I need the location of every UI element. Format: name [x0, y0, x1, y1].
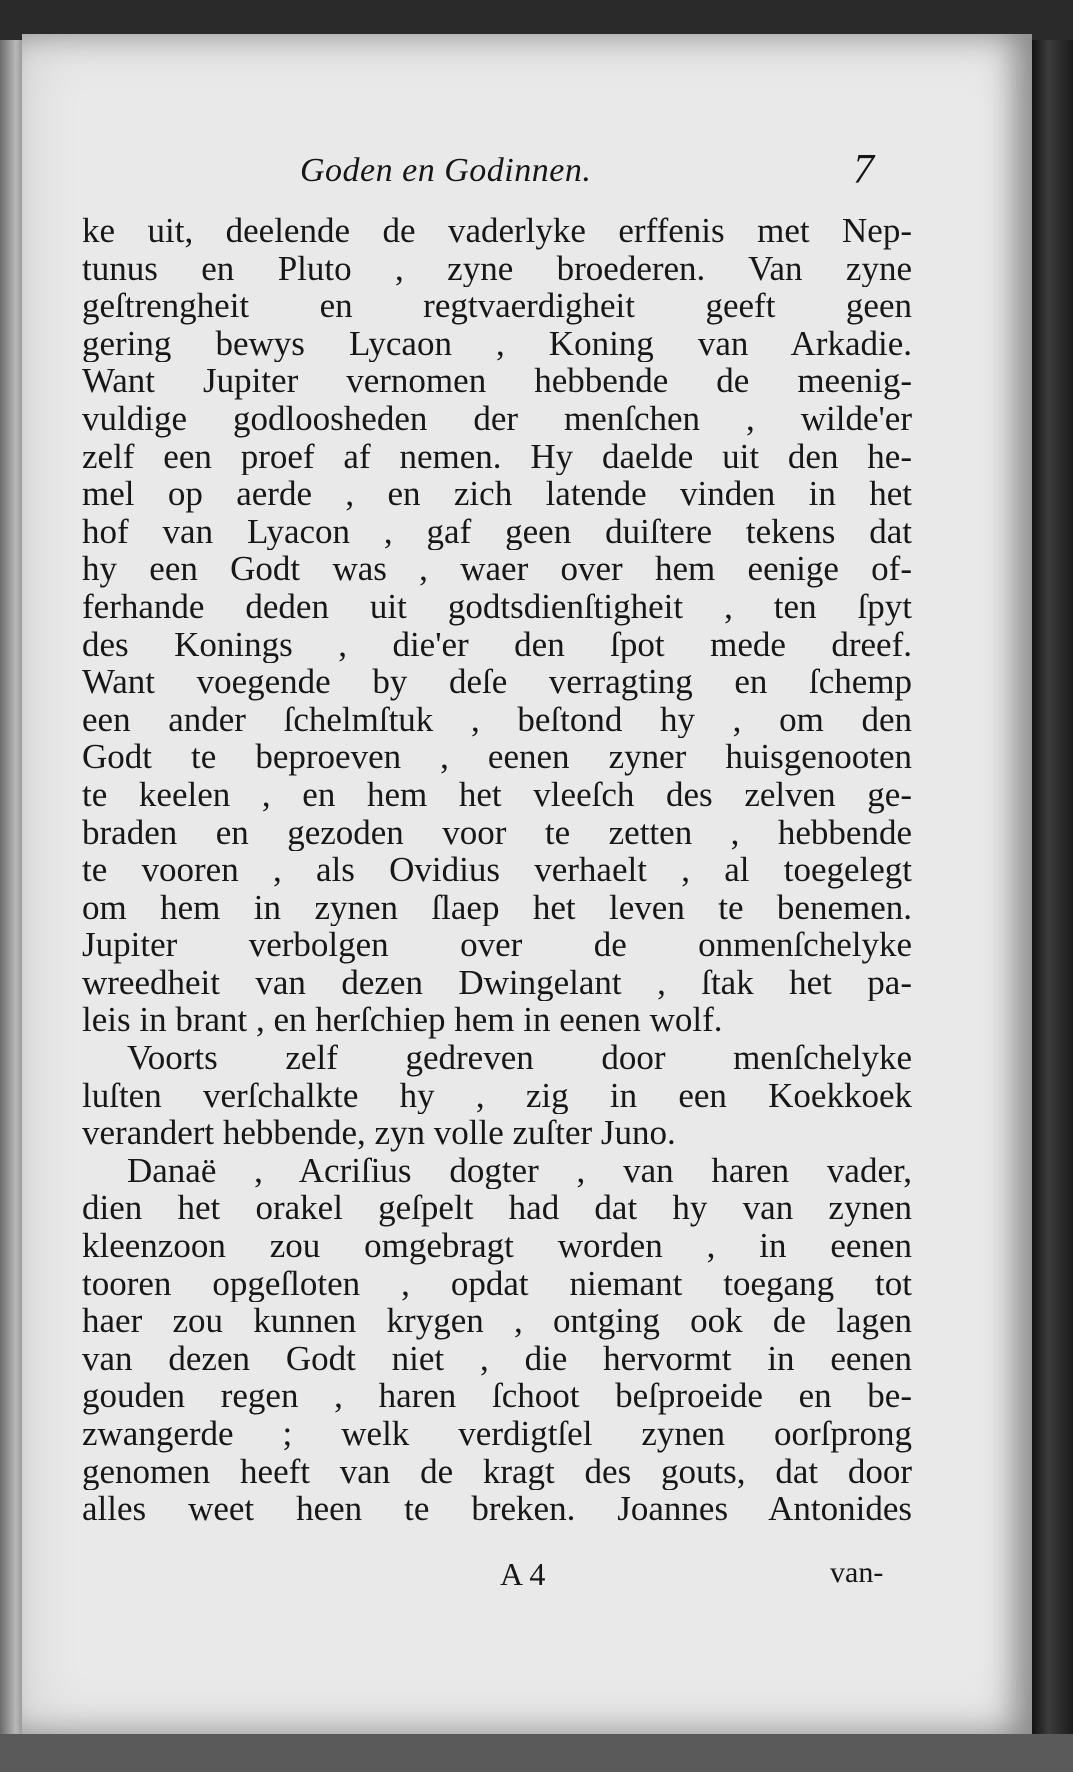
text-line: Want voegende by deſe verragting en ſchemp	[82, 663, 912, 701]
text-line: verandert hebbende, zyn volle zuſter Juno.	[82, 1114, 676, 1152]
text-line: ke uit, deelende de vaderlyke erffenis met Nep-	[82, 212, 912, 250]
text-line: tunus en Pluto , zyne broederen. Van zyne	[82, 249, 912, 288]
text-line: Danaë , Acriſius dogter , van haren vader,	[127, 1151, 912, 1190]
text-line: des Konings , die'er den ſpot mede dreef.	[82, 625, 912, 664]
page-number: 7	[853, 147, 874, 193]
text-line: te keelen , en hem het vleeſch des zelven ge-	[82, 775, 912, 814]
text-line: geſtrengheit en regtvaerdigheit geeft geen	[82, 287, 912, 325]
text-line: zelf een proef af nemen. Hy daelde uit den he-	[82, 437, 912, 476]
text-line: mel op aerde , en zich latende vinden in het	[82, 475, 912, 513]
text-line: zwangerde ; welk verdigtſel zynen oorſprong	[82, 1415, 912, 1453]
text-line: kleenzoon zou omgebragt worden , in eenen	[82, 1227, 912, 1265]
text-line: Want Jupiter vernomen hebbende de meenig-	[82, 362, 912, 400]
background-surface	[0, 1734, 1073, 1772]
text-line: luſten verſchalkte hy , zig in een Koekkoek	[82, 1076, 912, 1115]
text-line: Godt te beproeven , eenen zyner huisgenooten	[82, 738, 912, 776]
text-line: hy een Godt was , waer over hem eenige of-	[82, 550, 912, 588]
text-line: te vooren , als Ovidius verhaelt , al toegelegt	[82, 851, 912, 889]
text-line: gering bewys Lycaon , Koning van Arkadie.	[82, 324, 912, 363]
text-line: wreedheit van dezen Dwingelant , ſtak het pa-	[82, 963, 912, 1002]
text-line: tooren opgeſloten , opdat niemant toegang tot	[82, 1264, 912, 1303]
catchword: van-	[830, 1556, 884, 1589]
running-head	[300, 147, 900, 204]
text-line: leis in brant , en herſchiep hem in eenen wolf.	[82, 1001, 723, 1040]
text-line: hof van Lyacon , gaf geen duiſtere tekens dat	[82, 512, 912, 551]
page-gutter-shadow	[1032, 40, 1073, 1740]
text-line: dien het orakel geſpelt had dat hy van zynen	[82, 1189, 912, 1228]
text-line: haer zou kunnen krygen , ontging ook de lagen	[82, 1302, 912, 1340]
text-line: een ander ſchelmſtuk , beſtond hy , om den	[82, 700, 912, 739]
text-line: ferhande deden uit godtsdienſtigheit , ten ſpyt	[82, 587, 912, 626]
text-line: genomen heeft van de kragt des gouts, dat door	[82, 1452, 912, 1491]
text-line: alles weet heen te breken. Joannes Antonides	[82, 1490, 912, 1528]
text-line: braden en gezoden voor te zetten , hebbende	[82, 813, 912, 852]
text-line: vuldige godloosheden der menſchen , wilde'er	[82, 399, 912, 438]
text-line: gouden regen , haren ſchoot beſproeide en be-	[82, 1377, 912, 1415]
signature-mark: A 4	[500, 1556, 546, 1592]
text-line: Voorts zelf gedreven door menſchelyke	[127, 1039, 912, 1077]
body-text	[82, 212, 912, 1528]
text-line: om hem in zynen ſlaep het leven te benemen.	[82, 888, 912, 927]
text-line: van dezen Godt niet , die hervormt in eenen	[82, 1339, 912, 1378]
running-head-title: Goden en Godinnen.	[300, 152, 592, 189]
text-line: Jupiter verbolgen over de onmenſchelyke	[82, 926, 912, 964]
